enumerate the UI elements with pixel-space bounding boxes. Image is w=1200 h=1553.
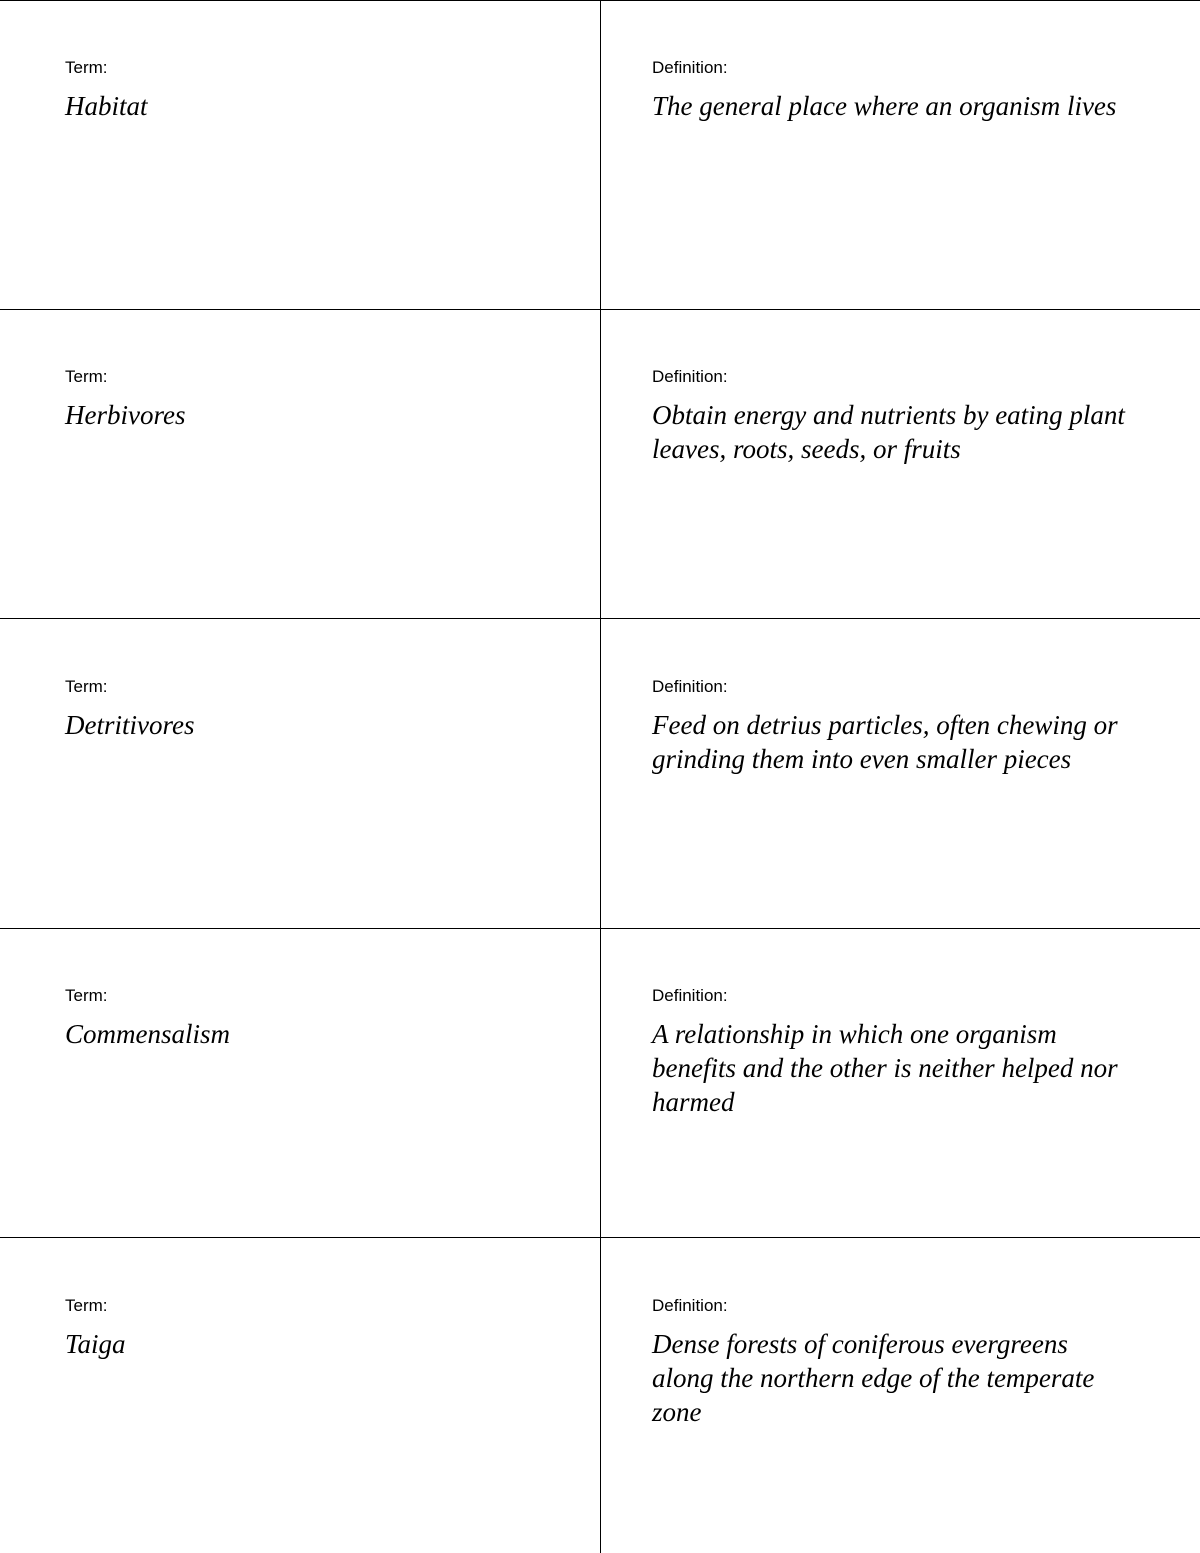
term-label: Term: xyxy=(65,1296,108,1315)
term-text: Habitat xyxy=(65,91,148,121)
term-text: Herbivores xyxy=(65,400,186,430)
term-text: Commensalism xyxy=(65,1019,231,1049)
definition-text: Obtain energy and nutrients by eating plant leaves, roots, seeds, or fruits xyxy=(652,400,1125,464)
term-text: Taiga xyxy=(65,1329,126,1359)
definition-label: Definition: xyxy=(652,677,728,696)
definition-card xyxy=(601,619,1200,928)
flashcard-row xyxy=(0,0,1200,309)
definition-label: Definition: xyxy=(652,367,728,386)
term-label: Term: xyxy=(65,986,108,1005)
definition-text: Dense forests of coniferous evergreens along the northern edge of the temperate zone xyxy=(652,1329,1095,1427)
flashcard-row xyxy=(0,928,1200,1237)
flashcard-row xyxy=(0,1238,1200,1547)
definition-card xyxy=(601,1238,1200,1547)
term-card xyxy=(0,1238,600,1547)
definition-card xyxy=(601,928,1200,1237)
definition-text: The general place where an organism lives xyxy=(652,91,1117,121)
definition-label: Definition: xyxy=(652,1296,728,1315)
term-text: Detritivores xyxy=(65,710,195,740)
term-card xyxy=(0,619,600,928)
flashcard-row xyxy=(0,309,1200,618)
term-label: Term: xyxy=(65,367,108,386)
definition-card xyxy=(601,309,1200,618)
definition-text: A relationship in which one organism benefits and the other is neither helped nor harmed xyxy=(652,1019,1118,1117)
definition-label: Definition: xyxy=(652,986,728,1005)
term-label: Term: xyxy=(65,677,108,696)
flashcard-row xyxy=(0,619,1200,928)
term-card xyxy=(0,0,600,309)
definition-card xyxy=(601,0,1200,309)
term-card xyxy=(0,309,600,618)
definition-text: Feed on detrius particles, often chewing or grinding them into even smaller pieces xyxy=(652,710,1118,774)
definition-label: Definition: xyxy=(652,58,728,77)
term-label: Term: xyxy=(65,58,108,77)
term-card xyxy=(0,928,600,1237)
